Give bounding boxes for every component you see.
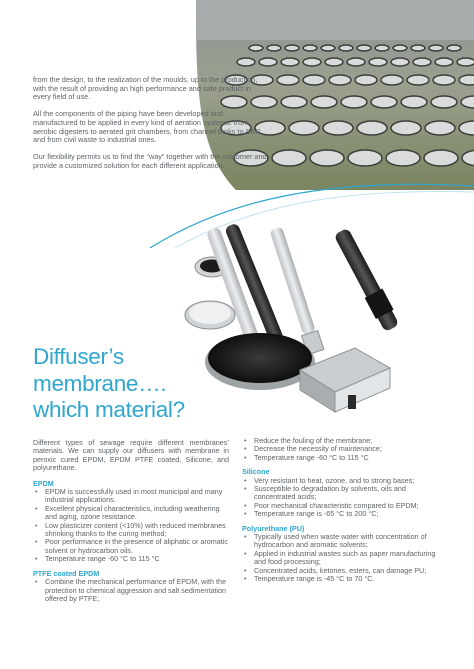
list-item: • Excellent physical characteristics, including weathering and aging, ozone resistance. [33, 505, 229, 522]
heading-line-2: membrane…. [33, 370, 167, 396]
diffuser-disc [277, 75, 299, 85]
list-item: • Low plasticizer content (<10%) with reduced membranes shrinking thanks to the curing method; [33, 522, 229, 539]
ptfe-title: PTFE coated EPDM [33, 568, 100, 578]
list-item: • Temperature range is -45 °C to 70 °C. [242, 575, 445, 583]
diffuser-disc [391, 58, 409, 66]
list-item: • Poor performance in the presence of aliphatic or aromatic solvent or hydrocarbon oils. [33, 538, 229, 555]
diffuser-disc [325, 58, 343, 66]
diffuser-disc [375, 45, 389, 51]
diffuser-disc [323, 121, 353, 135]
list-item: • Reduce the fouling of the membrane; [242, 437, 445, 445]
diffuser-disc [272, 150, 306, 166]
diffuser-disc [457, 58, 474, 66]
list-item: • Decrease the necessity of maintenance; [242, 445, 445, 453]
heading-line-1: Diffuser’s [33, 344, 124, 369]
diffuser-disc [413, 58, 431, 66]
diffuser-disc [429, 45, 443, 51]
diffuser-disc [459, 75, 474, 85]
diffuser-disc [329, 75, 351, 85]
diffuser-disc [237, 58, 255, 66]
diffuser-disc [348, 150, 382, 166]
intro-paragraph-1: from the design, to the realization of the moulds, up to the production, with the result of providing an high performance and safe product in every field of use. [33, 75, 258, 102]
diffuser-disc [289, 121, 319, 135]
epdm-title: EPDM [33, 478, 54, 488]
list-item: • Temperature range is -65 °C to 200 °C; [242, 510, 445, 518]
diffuser-disc [424, 150, 458, 166]
diffuser-disc [321, 45, 335, 51]
heading-line-3: which material? [33, 397, 185, 422]
silicone-title: Silicone [242, 467, 270, 477]
diffuser-disc [281, 58, 299, 66]
diffuser-disc [311, 96, 337, 108]
intro-paragraph-3: Our flexibility permits us to find the “way” together with the customer and provide a customized solution for each different application. [33, 152, 267, 170]
diffuser-disc [411, 45, 425, 51]
diffuser-disc [249, 45, 263, 51]
right-column [242, 437, 445, 584]
intro-paragraph-2: All the components of the piping have been developed and manufactured to be applied in every kind of aeration systems: from aerobic digesters to aerated grit chambers, from channel tanks to SBR and from civil waste to industrial ones. [33, 109, 261, 145]
diffuser-disc [267, 45, 281, 51]
diffuser-disc [357, 45, 371, 51]
list-item: • Typically used when waste water with concentration of hydrocarbon and aromatic solvents; [242, 533, 445, 550]
ptfe-list-continued [242, 437, 445, 462]
diffuser-disc [281, 96, 307, 108]
diffuser-disc [393, 45, 407, 51]
diffuser-disc [285, 45, 299, 51]
silicone-list [242, 477, 445, 519]
list-item: • Very resistant to heat, ozone, and to strong bases; [242, 477, 445, 485]
polyurethane-list [242, 533, 445, 583]
diffuser-disc [401, 96, 427, 108]
diffuser-disc [381, 75, 403, 85]
diffuser-disc [435, 58, 453, 66]
list-item: • Poor mechanical characteristic compared to EPDM; [242, 502, 445, 510]
polyurethane-title: Polyurethane (PU) [242, 523, 305, 533]
diffuser-disc [369, 58, 387, 66]
diffuser-disc [447, 45, 461, 51]
list-item: • Temperature range -60 °C to 115 °C [33, 555, 229, 563]
diffuser-disc [310, 150, 344, 166]
diffuser-disc [433, 75, 455, 85]
diffuser-disc [339, 45, 353, 51]
diffuser-disc [371, 96, 397, 108]
diffuser-disc [341, 96, 367, 108]
diffuser-disc [303, 75, 325, 85]
diffuser-disc [355, 75, 377, 85]
intro-text [33, 76, 269, 179]
list-item: • Susceptible to degradation by solvents, oils and concentrated acids; [242, 485, 445, 502]
diffuser-disc [425, 121, 455, 135]
diffuser-disc [407, 75, 429, 85]
list-item: • Concentrated acids, ketones, esters, can damage PU; [242, 567, 445, 575]
list-item: • Combine the mechanical performance of EPDM, with the protection to chemical aggression and salt sedimentation offered by PTFE; [33, 578, 229, 603]
left-column [33, 439, 229, 603]
diffuser-disc [347, 58, 365, 66]
ptfe-list [33, 578, 229, 603]
diffuser-disc [303, 58, 321, 66]
diffuser-disc [391, 121, 421, 135]
diffuser-disc [386, 150, 420, 166]
list-item: • Applied in industrial wastes such as paper manufacturing and food processing; [242, 550, 445, 567]
list-item: • Temperature range -60 °C to 115 °C [242, 454, 445, 462]
diffuser-disc [259, 58, 277, 66]
diffuser-disc [357, 121, 387, 135]
diffuser-disc [303, 45, 317, 51]
list-item: • EPDM is successfully used in most municipal and many industrial applications. [33, 488, 229, 505]
diffuser-disc [431, 96, 457, 108]
section-heading [33, 344, 213, 424]
epdm-list [33, 488, 229, 564]
materials-intro: Different types of sewage require different membranes’ materials. We can supply our diffusers with membrane in peroxic cured EPDM, EPDM PTFE coated, Silicone, and polyurethane. [33, 438, 229, 473]
